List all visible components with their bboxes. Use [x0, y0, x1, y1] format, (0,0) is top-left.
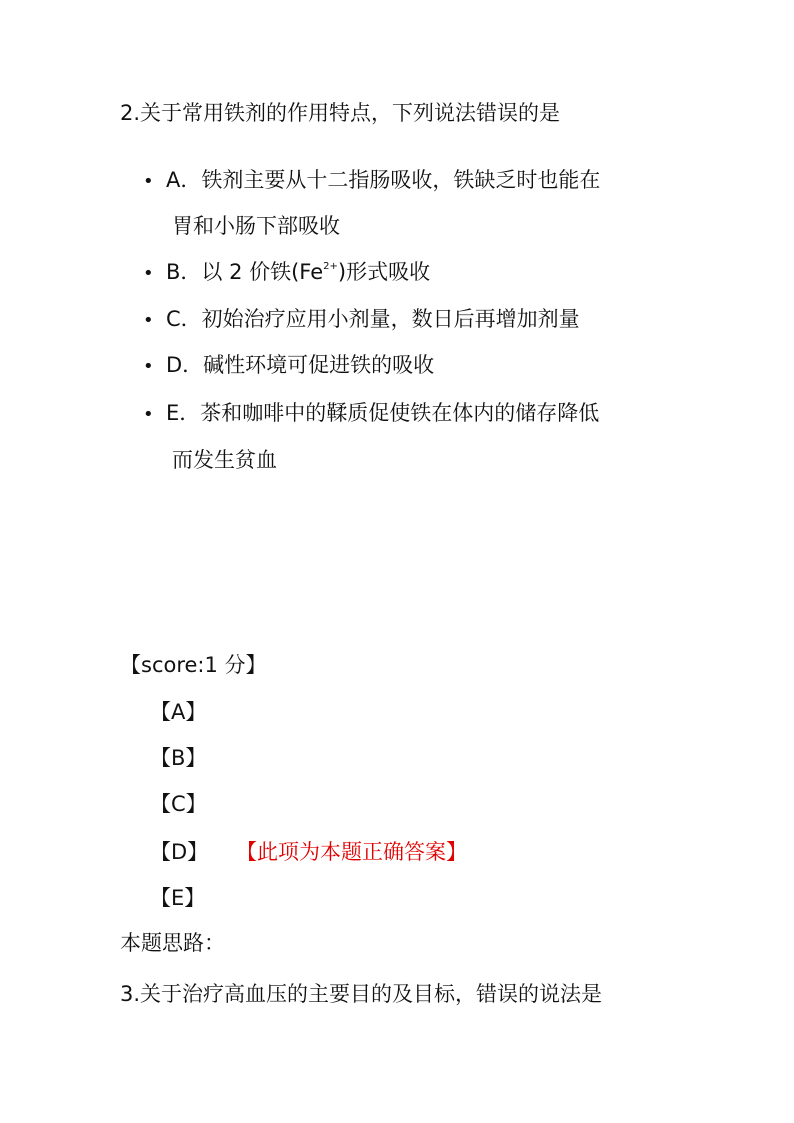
answer-b: 【B】: [150, 746, 207, 770]
answer-a: 【A】: [150, 700, 207, 724]
score-label: 【score:1 分】: [120, 653, 267, 677]
option-a-bullet: •: [143, 171, 154, 192]
option-c-text: C．初始治疗应用小剂量，数日后再增加剂量: [166, 307, 580, 331]
option-e-text-cont: 而发生贫血: [172, 448, 277, 472]
answer-d: 【D】: [150, 840, 209, 864]
option-c-bullet: •: [143, 310, 154, 331]
question-3-title: 3.关于治疗高血压的主要目的及目标，错误的说法是: [120, 982, 603, 1006]
option-b-bullet: •: [143, 263, 154, 284]
option-e-bullet: •: [143, 404, 154, 425]
option-d-bullet: •: [143, 356, 154, 377]
answer-c: 【C】: [150, 792, 207, 816]
option-b-text: [166, 258, 430, 286]
option-b-superscript: 2+: [323, 261, 338, 272]
option-b-text-pre: B．以 2 价铁(Fe: [166, 260, 324, 284]
option-d-text: D．碱性环境可促进铁的吸收: [166, 353, 435, 377]
option-e-text: E．茶和咖啡中的鞣质促使铁在体内的储存降低: [166, 401, 600, 425]
option-b-text-post: )形式吸收: [337, 260, 431, 284]
question-2-title: 2.关于常用铁剂的作用特点，下列说法错误的是: [120, 101, 561, 125]
solution-thinking-label: 本题思路：: [120, 931, 225, 955]
option-a-text: A．铁剂主要从十二指肠吸收，铁缺乏时也能在: [166, 168, 601, 192]
correct-answer-note: 【此项为本题正确答案】: [236, 840, 467, 864]
answer-e: 【E】: [150, 886, 206, 910]
option-a-text-cont: 胃和小肠下部吸收: [172, 214, 340, 238]
